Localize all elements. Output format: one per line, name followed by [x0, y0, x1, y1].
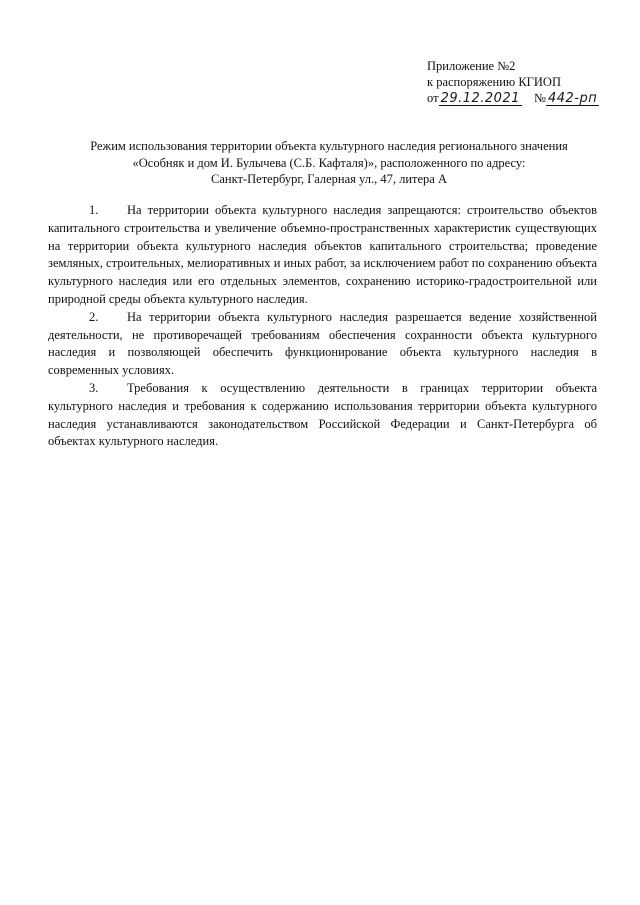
paragraph-number: 1. — [89, 203, 99, 217]
title-line-1: Режим использования территории объекта культурного наследия регионального значения — [90, 139, 568, 153]
paragraph-number: 2. — [89, 309, 99, 324]
appendix-header — [427, 58, 617, 106]
appendix-order-reference: к распоряжению КГИОП — [427, 75, 561, 89]
paragraph-number: 3. — [89, 380, 99, 395]
title-line-3: Санкт-Петербург, Галерная ул., 47, литера А — [211, 172, 447, 186]
handwritten-number: 442-рп — [547, 91, 598, 106]
paragraph-2 — [48, 309, 597, 380]
paragraph-3 — [48, 380, 597, 451]
paragraph-text: Требования к осуществлению деятельности в границах территории объекта культурного наследия и требования к содержанию использования территории объекта культурного наследия устанавливаются законодательством Российской Федерации и Санкт-Петербурга об объектах культурного наследия. — [48, 380, 597, 449]
appendix-date-line — [427, 90, 617, 106]
document-body — [48, 202, 597, 451]
handwritten-date: 29.12.2021 — [440, 91, 520, 106]
date-prefix: от — [427, 91, 439, 105]
paragraph-text: На территории объекта культурного наследия запрещаются: строительство объектов капитального строительства и увеличение объемно-пространственных характеристик существующих на территории объекта культурного наследия объектов капитального строительства; проведение земляных, строительных, мелиоративных и иных работ, за исключением работ по сохранению объекта культурного наследия или его отдельных элементов, сохранению историко-градостроительной или природной среды объекта культурного наследия. — [48, 203, 597, 306]
number-prefix: № — [534, 91, 546, 105]
paragraph-1 — [48, 202, 597, 309]
appendix-label: Приложение №2 — [427, 59, 516, 73]
document-title — [60, 138, 598, 188]
paragraph-text: На территории объекта культурного наследия разрешается ведение хозяйственной деятельности, не противоречащей требованиям обеспечения сохранности объекта культурного наследия и позволяющей обеспечить функционирование объекта культурного наследия в современных условиях. — [48, 309, 597, 378]
title-line-2: «Особняк и дом И. Булычева (С.Б. Кафталя)», расположенного по адресу: — [132, 155, 526, 170]
